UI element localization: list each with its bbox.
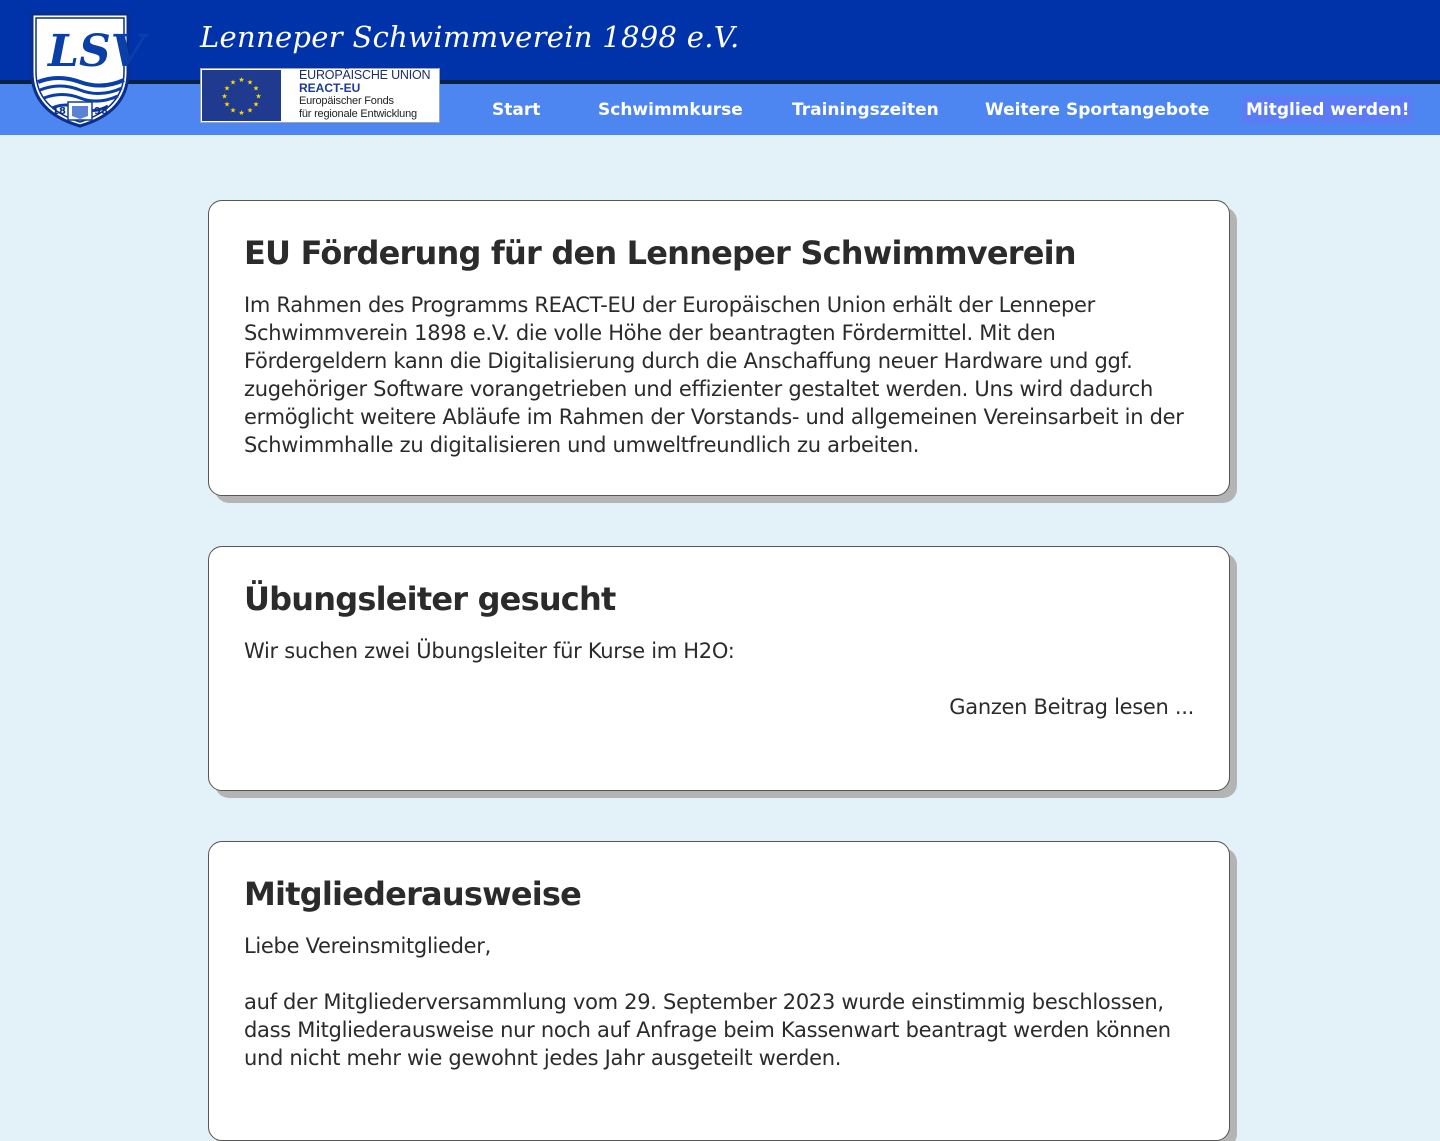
nav-weitere-sportangebote[interactable]: Weitere Sportangebote <box>985 100 1210 120</box>
post-card-mitgliederausweise <box>208 841 1230 1141</box>
eu-program-label: REACT-EU <box>299 81 361 95</box>
nav-schwimmkurse[interactable]: Schwimmkurse <box>598 100 743 120</box>
svg-text:★: ★ <box>252 84 260 93</box>
svg-text:★: ★ <box>252 100 260 109</box>
eu-fund-line-2: für regionale Entwicklung <box>299 108 417 120</box>
read-more-link[interactable]: Ganzen Beitrag lesen ... <box>949 695 1194 719</box>
svg-text:★: ★ <box>238 109 245 117</box>
eu-funding-banner[interactable] <box>200 68 440 123</box>
svg-text:★: ★ <box>223 84 231 93</box>
post-card-uebungsleiter <box>208 546 1230 791</box>
svg-text:★: ★ <box>229 78 237 87</box>
post-card-eu-foerderung <box>208 200 1230 496</box>
svg-text:★: ★ <box>223 100 231 109</box>
svg-text:★: ★ <box>246 78 254 87</box>
logo-year-left: 18 <box>52 106 66 117</box>
svg-text:★: ★ <box>229 106 237 115</box>
svg-text:★: ★ <box>246 106 254 115</box>
site-title[interactable]: Lenneper Schwimmverein 1898 e.V. <box>200 20 740 54</box>
post-body: Wir suchen zwei Übungsleiter für Kurse im H2O: <box>244 639 735 663</box>
eu-flag-icon <box>202 70 281 121</box>
nav-trainingszeiten[interactable]: Trainingszeiten <box>792 100 939 120</box>
svg-text:★: ★ <box>255 92 262 101</box>
svg-text:★: ★ <box>221 92 228 101</box>
club-logo[interactable] <box>28 8 145 130</box>
post-body: Im Rahmen des Programms REACT-EU der Europäischen Union erhält der Lenneper Schwimmverein 1898 e.V. die volle Höhe der beantragten Fördermittel. Mit den Fördergeldern kann die Digitalisierung durch die Anschaffung neuer Hardware und ggf. zugehöriger Software vorangetrieben und effizienter gestaltet werden. Uns wird dadurch ermöglicht weitere Abläufe im Rahmen der Vorstands- und allgemeinen Vereinsarbeit in der Schwimmhalle zu digitalisieren und umweltfreundlich zu arbeiten. <box>244 293 1184 457</box>
post-title[interactable]: EU Förderung für den Lenneper Schwimmverein <box>244 234 1076 272</box>
logo-letter-l: LSV <box>48 26 145 77</box>
post-title[interactable]: Übungsleiter gesucht <box>244 580 616 618</box>
post-greeting: Liebe Vereinsmitglieder, <box>244 934 492 958</box>
logo-year-right: 98 <box>94 106 108 117</box>
nav-start[interactable]: Start <box>492 100 541 120</box>
post-title[interactable]: Mitgliederausweise <box>244 875 582 913</box>
svg-text:★: ★ <box>238 76 245 84</box>
eu-fund-line-1: Europäischer Fonds <box>299 95 394 107</box>
post-body: auf der Mitgliederversammlung vom 29. September 2023 wurde einstimmig beschlossen, dass Mitgliederausweise nur noch auf Anfrage beim Kassenwart beantragt werden können und nicht mehr wie gewohnt jedes Jahr ausgeteilt werden. <box>244 990 1171 1070</box>
nav-mitglied-werden-button[interactable]: Mitglied werden! <box>1242 96 1413 124</box>
eu-union-label: EUROPÄISCHE UNION <box>299 68 431 82</box>
